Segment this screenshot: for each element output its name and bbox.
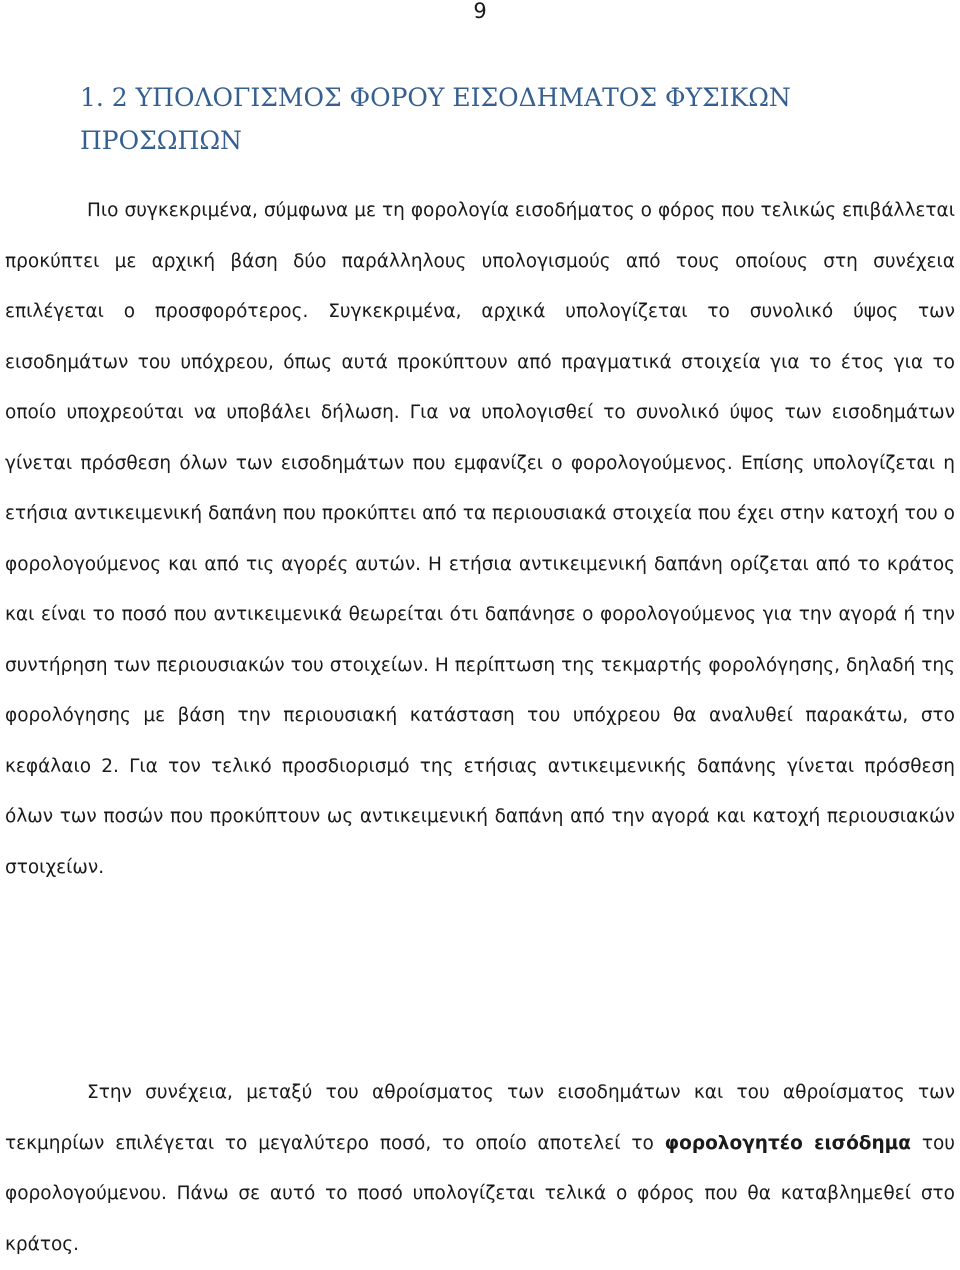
paragraph-2-text-after: του φορολογούμενου. Πάνω σε αυτό το ποσό υπολογίζεται τελικά ο φόρος που θα καταβλημεθεί στο κράτος. (5, 1132, 955, 1255)
bold-term-taxable-income: φορολογητέο εισόδημα (664, 1132, 911, 1154)
paragraph-2-text-before: Στην συνέχεια, μεταξύ του αθροίσματος των εισοδημάτων και του αθροίσματος των τεκμηρίων επιλέγεται το μεγαλύτερο ποσό, το οποίο αποτελεί το (5, 1082, 955, 1154)
page-number: 9 (473, 0, 487, 23)
body-paragraph-2 (5, 1068, 955, 1270)
body-paragraph-1: Πιο συγκεκριμένα, σύμφωνα με τη φορολογία εισοδήματος ο φόρος που τελικώς επιβάλλεται προκύπτει με αρχική βάση δύο παράλληλους υπολογισμούς από τους οποίους στη συνέχεια επιλέγεται ο προσφορότερος. Συγκεκριμένα, αρχικά υπολογίζεται το συνολικό ύψος των εισοδημάτων του υπόχρεου, όπως αυτά προκύπτουν από πραγματικά στοιχεία για το έτος για το οποίο υποχρεούται να υποβάλει δήλωση. Για να υπολογισθεί το συνολικό ύψος των εισοδημάτων γίνεται πρόσθεση όλων των εισοδημάτων που εμφανίζει ο φορολογούμενος. Επίσης υπολογίζεται η ετήσια αντικειμενική δαπάνη που προκύπτει από τα περιουσιακά στοιχεία που έχει στην κατοχή του ο φορολογούμενος και από τις αγορές αυτών. Η ετήσια αντικειμενική δαπάνη ορίζεται από το κράτος και είναι το ποσό που αντικειμενικά θεωρείται ότι δαπάνησε ο φορολογούμενος για την αγορά ή την συντήρηση των περιουσιακών του στοιχείων. Η περίπτωση της τεκμαρτής φορολόγησης, δηλαδή της φορολόγησης με βάση την περιουσιακή κατάσταση του υπόχρεου θα αναλυθεί παρακάτω, στο κεφάλαιο 2. Για τον τελικό προσδιορισμό της ετήσιας αντικειμενικής δαπάνης γίνεται πρόσθεση όλων των ποσών που προκύπτουν ως αντικειμενική δαπάνη από την αγορά και κατοχή περιουσιακών στοιχείων. (5, 200, 955, 878)
section-heading: 1. 2 ΥΠΟΛΟΓΙΣΜΟΣ ΦΟΡΟΥ ΕΙΣΟΔΗΜΑΤΟΣ ΦΥΣΙΚΩΝ ΠΡΟΣΩΠΩΝ (80, 83, 791, 155)
